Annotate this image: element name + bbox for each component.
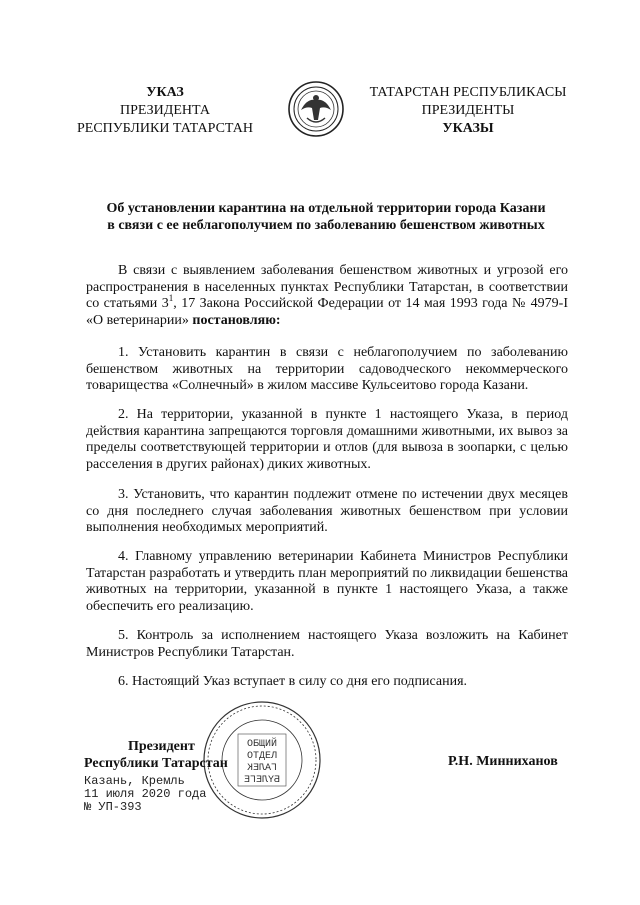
stamp-line1: ОБЩИЙ xyxy=(246,739,278,750)
header-left-ru xyxy=(60,84,270,138)
header-right-line3: УКАЗЫ xyxy=(442,121,494,136)
preamble-superscript: 1 xyxy=(168,293,174,303)
decree-item-2: 2. На территории, указанной в пункте 1 настоящего Указа, в период действия карантина запрещаются торговля домашними животными, их вывоз за пределы соответствующей территории и отлов (для вывоза в зоопарки, с целью расселения в других районах) диких животных. xyxy=(86,407,568,472)
header-right-line2: ПРЕЗИДЕНТЫ xyxy=(421,103,515,118)
preamble-text-2: , 17 Закона Российской Федерации от 14 мая 1993 года № 4979-I «О ветеринарии» xyxy=(86,296,568,328)
decree-item-3: 3. Установить, что карантин подлежит отмене по истечении двух месяцев со дня последнего случая заболевания животных бешенством при условии выполнения необходимых мероприятий. xyxy=(86,487,568,535)
signatory-title-line1: Президент xyxy=(128,739,195,754)
decree-item-5: 5. Контроль за исполнением настоящего Указа возложить на Кабинет Министров Республики Татарстан. xyxy=(86,628,568,660)
preamble-paragraph xyxy=(86,263,568,329)
signatory-name: Р.Н. Минниханов xyxy=(448,754,558,769)
header-right-line1: ТАТАРСТАН РЕСПУБЛИКАСЫ xyxy=(369,85,567,100)
footer-place: Казань, Кремль xyxy=(84,774,185,788)
header-right-tt xyxy=(350,84,586,138)
decree-item-4: 4. Главному управлению ветеринарии Кабинета Министров Республики Татарстан разработать и утвердить план мероприятий по ликвидации бешенства животных на территории, указанной в пункте 1 настоящего Указа, а также обеспечить его реализацию. xyxy=(86,549,568,614)
decree-item-6: 6. Настоящий Указ вступает в силу со дня его подписания. xyxy=(118,674,468,689)
coat-of-arms-emblem xyxy=(287,80,345,138)
header-left-line3: РЕСПУБЛИКИ ТАТАРСТАН xyxy=(76,121,253,136)
footer-number: № УП-393 xyxy=(84,800,142,814)
stamp-line4: БҮЛЕГЕ xyxy=(243,775,281,786)
preamble-text: В связи с выявлением заболевания бешенством животных и угрозой его распространения в населенных пунктах Республики Татарстан, в соответствии со статьями 3 xyxy=(86,263,568,311)
stamp-line3: ГАЛЕК xyxy=(246,763,278,774)
preamble-resolve: постановляю: xyxy=(192,312,281,328)
stamp-line2: ОТДЕЛ xyxy=(246,751,278,762)
footer-date: 11 июля 2020 года xyxy=(84,787,207,801)
decree-title xyxy=(60,200,592,234)
header-left-line1: УКАЗ xyxy=(146,85,184,100)
decree-title-line2: в связи с ее неблагополучием по заболеванию бешенством животных xyxy=(107,218,545,233)
header-left-line2: ПРЕЗИДЕНТА xyxy=(120,103,210,118)
decree-item-1: 1. Установить карантин в связи с неблагополучием по заболеванию бешенством животных на территории садоводческого некоммерческого товарищества «Солнечный» в жилом массиве Кульсеитово города Казани. xyxy=(86,345,568,393)
signatory-title-line2: Республики Татарстан xyxy=(84,756,228,771)
decree-title-line1: Об установлении карантина на отдельной территории города Казани xyxy=(106,201,546,216)
